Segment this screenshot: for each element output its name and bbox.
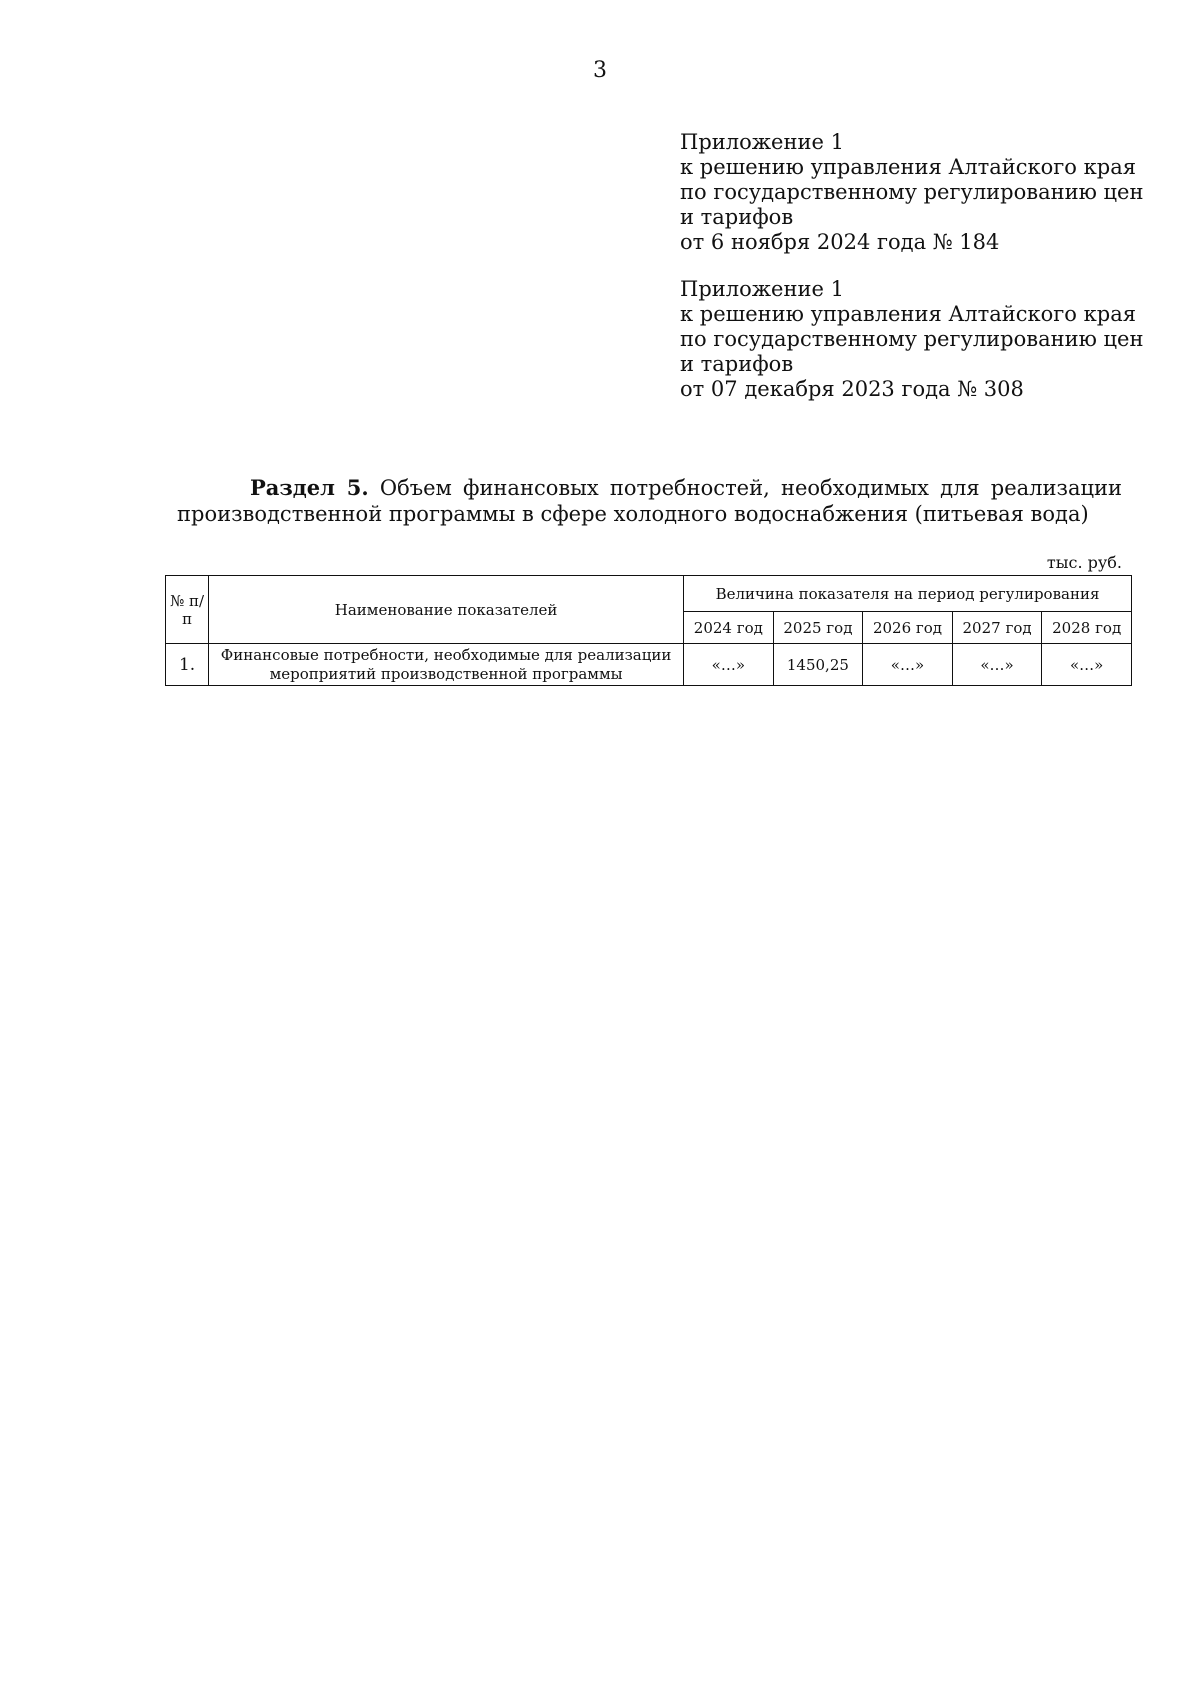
section-title-text: Объем финансовых потребностей, необходимых для реализации [379, 476, 1122, 500]
header-year: 2027 год [952, 612, 1042, 644]
appendix-line: Приложение 1 [680, 130, 844, 154]
section-title-line1 [177, 475, 1122, 501]
row-value: 1450,25 [773, 644, 863, 686]
row-number: 1. [166, 644, 209, 686]
appendix-line: Приложение 1 [680, 277, 844, 301]
appendix-current [680, 130, 1143, 255]
header-year: 2026 год [863, 612, 953, 644]
row-value: «…» [1042, 644, 1132, 686]
header-year: 2028 год [1042, 612, 1132, 644]
header-indicator-name: Наименование показателей [209, 576, 684, 644]
header-year: 2025 год [773, 612, 863, 644]
appendix-line: по государственному регулированию цен [680, 180, 1144, 204]
row-indicator-name: Финансовые потребности, необходимые для реализации мероприятий производственной программы [209, 644, 684, 686]
appendix-line: по государственному регулированию цен [680, 327, 1144, 351]
row-value: «…» [863, 644, 953, 686]
appendix-line: и тарифов [680, 205, 794, 229]
section-title [177, 475, 1122, 527]
appendix-line: от 07 декабря 2023 года № 308 [680, 377, 1024, 401]
units-label: тыс. руб. [1046, 553, 1122, 572]
appendix-line: и тарифов [680, 352, 794, 376]
section-title-line2: производственной программы в сфере холодного водоснабжения (питьевая вода) [177, 502, 1089, 526]
header-number: № п/п [166, 576, 209, 644]
appendix-line: к решению управления Алтайского края [680, 302, 1136, 326]
page-number: 3 [593, 58, 607, 83]
table-header-row [166, 576, 1132, 612]
row-value: «…» [684, 644, 774, 686]
table-row [166, 644, 1132, 686]
financial-needs-table [165, 575, 1132, 686]
appendix-line: от 6 ноября 2024 года № 184 [680, 230, 1000, 254]
header-year: 2024 год [684, 612, 774, 644]
section-label: Раздел 5. [250, 475, 369, 500]
appendix-previous [680, 277, 1143, 402]
appendix-line: к решению управления Алтайского края [680, 155, 1136, 179]
header-period: Величина показателя на период регулирования [684, 576, 1132, 612]
row-value: «…» [952, 644, 1042, 686]
